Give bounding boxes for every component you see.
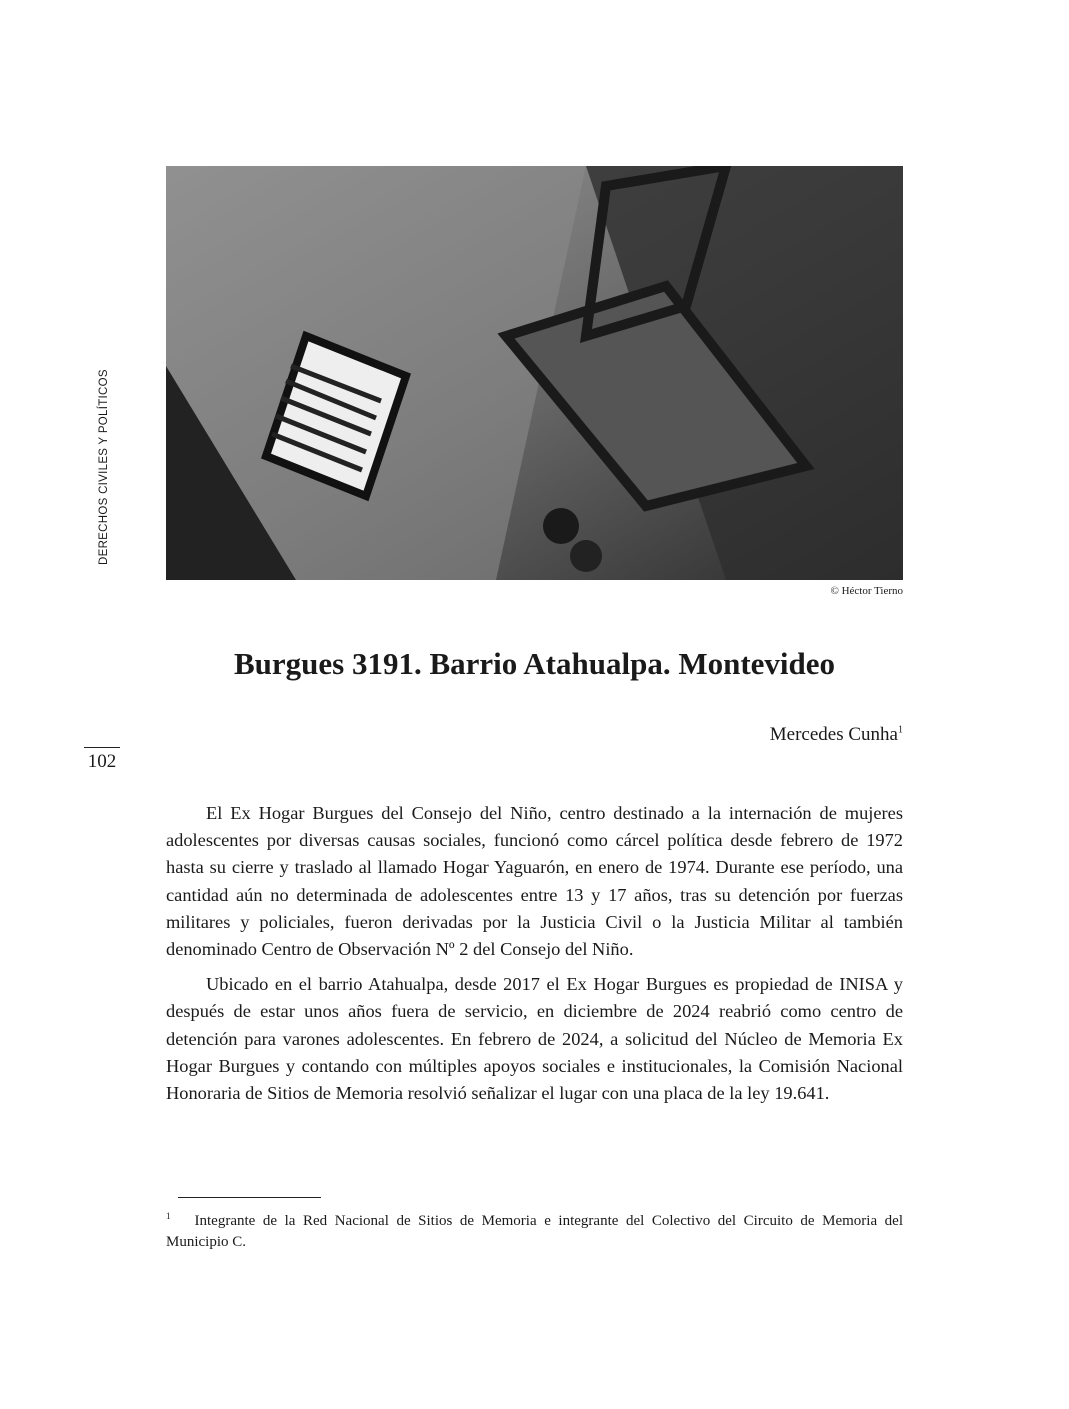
article-title: Burgues 3191. Barrio Atahualpa. Montevideo: [233, 646, 836, 681]
photo-credit: © Héctor Tierno: [830, 585, 903, 597]
footnote-ref[interactable]: 1: [898, 724, 903, 736]
photo-cell-interior: [166, 166, 903, 580]
paragraph: Ubicado en el barrio Atahualpa, desde 2017 el Ex Hogar Burgues es propiedad de INISA y después de estar unos años fuera de servicio, en diciembre de 2024 reabrió como centro de detención para varones adolescentes. En febrero de 2024, a solicitud del Núcleo de Memoria Ex Hogar Burgues y contando con múltiples apoyos sociales e institucionales, la Comisión Nacional Honoraria de Sitios de Memoria resolvió señalizar el lugar con una placa de la ley 19.641.: [166, 974, 903, 1104]
footnote-text: Integrante de la Red Nacional de Sitios de Memoria e integrante del Colectivo del Circuito de Memoria del Municipio C.: [166, 1213, 903, 1250]
author-byline: [770, 724, 903, 746]
author-name: Mercedes Cunha: [769, 724, 898, 745]
footnote-divider: [178, 1197, 321, 1198]
footnote: [166, 1206, 903, 1253]
running-head: DERECHOS CIVILES Y POLÍTICOS: [98, 369, 110, 565]
paragraph: El Ex Hogar Burgues del Consejo del Niño, centro destinado a la internación de mujeres adolescentes por diversas causas sociales, funcionó como cárcel política desde febrero de 1972 hasta su cierre y traslado al llamado Hogar Yaguarón, en enero de 1974. Durante ese período, una cantidad aún no determinada de adolescentes entre 13 y 17 años, tras su detención por fuerzas militares y policiales, fueron derivadas por la Justicia Civil o la Justicia Militar al también denominado Centro de Observación Nº 2 del Consejo del Niño.: [166, 803, 903, 960]
page-number: 102: [84, 747, 120, 773]
article-body: [166, 800, 903, 1115]
footnote-mark: 1: [166, 1211, 171, 1221]
